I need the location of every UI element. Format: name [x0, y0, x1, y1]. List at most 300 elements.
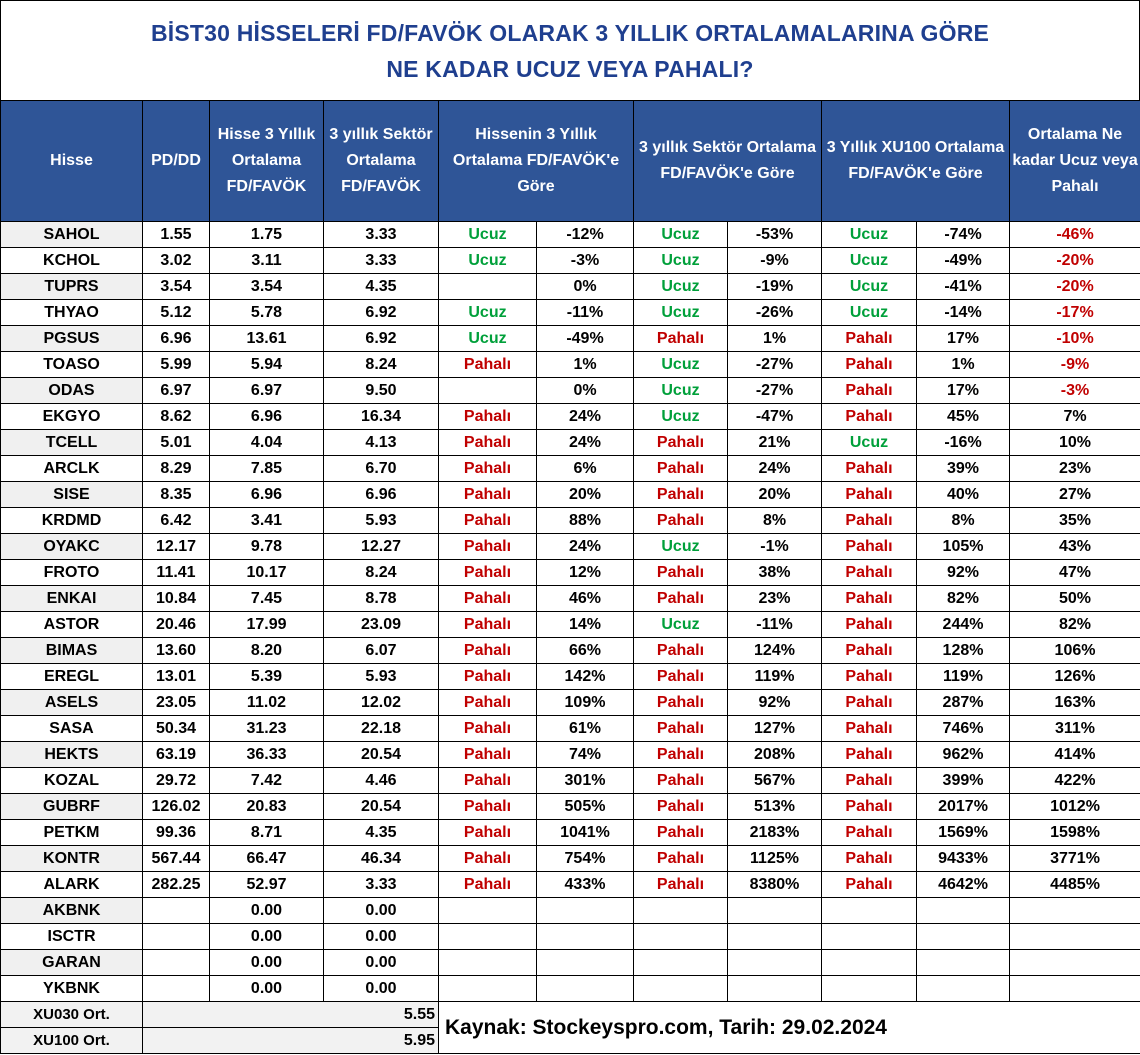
- cell-vs-xu100-label: Pahalı: [822, 482, 917, 508]
- cell-hisse-3y: 11.02: [210, 690, 324, 716]
- cell-sektor-3y: 6.96: [324, 482, 439, 508]
- cell-pddd: 13.60: [143, 638, 210, 664]
- cell-vs-sektor-pct: 8380%: [728, 872, 822, 898]
- cell-vs-hisse-pct: 109%: [537, 690, 634, 716]
- cell-hisse-3y: 7.85: [210, 456, 324, 482]
- cell-pddd: 5.99: [143, 352, 210, 378]
- cell-sektor-3y: 0.00: [324, 924, 439, 950]
- cell-hisse-3y: 31.23: [210, 716, 324, 742]
- cell-ticker: ASELS: [1, 690, 143, 716]
- cell-overall-pct: [1010, 976, 1140, 1002]
- cell-vs-hisse-label: Pahalı: [439, 560, 537, 586]
- cell-vs-sektor-pct: 20%: [728, 482, 822, 508]
- table-row: [1, 638, 1140, 664]
- cell-vs-sektor-label: Pahalı: [634, 664, 728, 690]
- cell-vs-sektor-label: [634, 898, 728, 924]
- cell-pddd: 12.17: [143, 534, 210, 560]
- cell-sektor-3y: 23.09: [324, 612, 439, 638]
- cell-ticker: PETKM: [1, 820, 143, 846]
- cell-pddd: 5.01: [143, 430, 210, 456]
- cell-sektor-3y: 3.33: [324, 872, 439, 898]
- valuation-table: [0, 100, 1140, 1054]
- cell-hisse-3y: 4.04: [210, 430, 324, 456]
- cell-overall-pct: 82%: [1010, 612, 1140, 638]
- cell-pddd: 13.01: [143, 664, 210, 690]
- cell-vs-sektor-pct: 208%: [728, 742, 822, 768]
- cell-vs-sektor-label: Pahalı: [634, 456, 728, 482]
- cell-vs-hisse-pct: 0%: [537, 378, 634, 404]
- table-row: [1, 222, 1140, 248]
- cell-ticker: GUBRF: [1, 794, 143, 820]
- cell-vs-hisse-label: Pahalı: [439, 846, 537, 872]
- cell-vs-xu100-label: Pahalı: [822, 534, 917, 560]
- cell-vs-xu100-pct: 39%: [917, 456, 1010, 482]
- table-row: [1, 846, 1140, 872]
- table-row: [1, 482, 1140, 508]
- cell-ticker: ENKAI: [1, 586, 143, 612]
- cell-overall-pct: 35%: [1010, 508, 1140, 534]
- table-row: [1, 430, 1140, 456]
- cell-vs-sektor-label: Pahalı: [634, 820, 728, 846]
- table-row: [1, 794, 1140, 820]
- cell-vs-hisse-pct: 88%: [537, 508, 634, 534]
- cell-ticker: ISCTR: [1, 924, 143, 950]
- cell-vs-hisse-pct: 0%: [537, 274, 634, 300]
- cell-sektor-3y: 6.70: [324, 456, 439, 482]
- cell-vs-sektor-label: Pahalı: [634, 586, 728, 612]
- cell-overall-pct: 311%: [1010, 716, 1140, 742]
- cell-hisse-3y: 52.97: [210, 872, 324, 898]
- cell-pddd: 8.29: [143, 456, 210, 482]
- cell-hisse-3y: 7.45: [210, 586, 324, 612]
- cell-pddd: 11.41: [143, 560, 210, 586]
- cell-vs-hisse-pct: 1041%: [537, 820, 634, 846]
- cell-vs-hisse-pct: -3%: [537, 248, 634, 274]
- cell-vs-sektor-pct: [728, 898, 822, 924]
- cell-vs-sektor-pct: -47%: [728, 404, 822, 430]
- cell-vs-sektor-pct: 567%: [728, 768, 822, 794]
- cell-overall-pct: 23%: [1010, 456, 1140, 482]
- header-overall: Ortalama Ne kadar Ucuz veya Pahalı: [1010, 101, 1140, 222]
- cell-overall-pct: -20%: [1010, 274, 1140, 300]
- xu030-value: 5.55: [143, 1002, 439, 1028]
- cell-sektor-3y: 5.93: [324, 508, 439, 534]
- cell-vs-sektor-pct: -11%: [728, 612, 822, 638]
- cell-vs-sektor-label: Pahalı: [634, 326, 728, 352]
- cell-vs-xu100-label: Pahalı: [822, 326, 917, 352]
- cell-overall-pct: 414%: [1010, 742, 1140, 768]
- cell-ticker: KCHOL: [1, 248, 143, 274]
- table-row: [1, 742, 1140, 768]
- cell-vs-hisse-label: Pahalı: [439, 352, 537, 378]
- cell-pddd: 126.02: [143, 794, 210, 820]
- cell-sektor-3y: 0.00: [324, 950, 439, 976]
- cell-hisse-3y: 0.00: [210, 950, 324, 976]
- cell-sektor-3y: 6.07: [324, 638, 439, 664]
- cell-vs-xu100-label: Pahalı: [822, 716, 917, 742]
- cell-vs-sektor-pct: 513%: [728, 794, 822, 820]
- table-row: [1, 300, 1140, 326]
- xu100-label: XU100 Ort.: [1, 1028, 143, 1054]
- cell-vs-xu100-label: Ucuz: [822, 248, 917, 274]
- cell-vs-sektor-label: Pahalı: [634, 872, 728, 898]
- header-sektor-3y: 3 yıllık Sektör Ortalama FD/FAVÖK: [324, 101, 439, 222]
- cell-vs-sektor-pct: [728, 976, 822, 1002]
- cell-overall-pct: -10%: [1010, 326, 1140, 352]
- header-hisse: Hisse: [1, 101, 143, 222]
- cell-hisse-3y: 10.17: [210, 560, 324, 586]
- cell-ticker: KONTR: [1, 846, 143, 872]
- cell-vs-sektor-label: Ucuz: [634, 612, 728, 638]
- cell-overall-pct: -9%: [1010, 352, 1140, 378]
- header-vs-sektor: 3 yıllık Sektör Ortalama FD/FAVÖK'e Göre: [634, 101, 822, 222]
- cell-vs-xu100-pct: -74%: [917, 222, 1010, 248]
- cell-vs-xu100-pct: -49%: [917, 248, 1010, 274]
- cell-overall-pct: 47%: [1010, 560, 1140, 586]
- cell-vs-xu100-label: Pahalı: [822, 404, 917, 430]
- cell-vs-hisse-label: Pahalı: [439, 716, 537, 742]
- cell-pddd: 23.05: [143, 690, 210, 716]
- cell-hisse-3y: 3.54: [210, 274, 324, 300]
- table-row: [1, 690, 1140, 716]
- cell-vs-hisse-pct: 142%: [537, 664, 634, 690]
- cell-overall-pct: -20%: [1010, 248, 1140, 274]
- cell-pddd: 8.62: [143, 404, 210, 430]
- cell-sektor-3y: 3.33: [324, 222, 439, 248]
- cell-vs-hisse-label: Pahalı: [439, 430, 537, 456]
- cell-vs-xu100-label: Ucuz: [822, 300, 917, 326]
- table-row: [1, 716, 1140, 742]
- cell-pddd: 1.55: [143, 222, 210, 248]
- cell-overall-pct: 50%: [1010, 586, 1140, 612]
- cell-vs-sektor-pct: 24%: [728, 456, 822, 482]
- cell-vs-xu100-pct: 40%: [917, 482, 1010, 508]
- cell-overall-pct: 10%: [1010, 430, 1140, 456]
- table-row: [1, 586, 1140, 612]
- cell-ticker: THYAO: [1, 300, 143, 326]
- cell-vs-xu100-label: [822, 976, 917, 1002]
- cell-sektor-3y: 6.92: [324, 300, 439, 326]
- cell-hisse-3y: 3.11: [210, 248, 324, 274]
- cell-vs-hisse-pct: 24%: [537, 430, 634, 456]
- cell-vs-xu100-label: Pahalı: [822, 794, 917, 820]
- cell-vs-sektor-label: Pahalı: [634, 638, 728, 664]
- cell-vs-hisse-pct: 66%: [537, 638, 634, 664]
- cell-vs-xu100-pct: 128%: [917, 638, 1010, 664]
- cell-vs-sektor-pct: 127%: [728, 716, 822, 742]
- table-row: [1, 560, 1140, 586]
- cell-overall-pct: 422%: [1010, 768, 1140, 794]
- cell-vs-sektor-pct: 23%: [728, 586, 822, 612]
- cell-pddd: 6.96: [143, 326, 210, 352]
- cell-vs-sektor-label: Ucuz: [634, 534, 728, 560]
- cell-vs-xu100-label: Pahalı: [822, 820, 917, 846]
- cell-overall-pct: 4485%: [1010, 872, 1140, 898]
- cell-vs-sektor-pct: 2183%: [728, 820, 822, 846]
- cell-pddd: [143, 898, 210, 924]
- cell-vs-sektor-pct: -19%: [728, 274, 822, 300]
- table-row: [1, 820, 1140, 846]
- cell-vs-hisse-label: Ucuz: [439, 248, 537, 274]
- cell-vs-sektor-label: Pahalı: [634, 690, 728, 716]
- header-row: [1, 101, 1140, 222]
- cell-hisse-3y: 20.83: [210, 794, 324, 820]
- cell-vs-sektor-pct: 92%: [728, 690, 822, 716]
- cell-overall-pct: 163%: [1010, 690, 1140, 716]
- cell-ticker: ASTOR: [1, 612, 143, 638]
- cell-ticker: TOASO: [1, 352, 143, 378]
- cell-vs-sektor-pct: -53%: [728, 222, 822, 248]
- cell-vs-xu100-label: Pahalı: [822, 612, 917, 638]
- cell-pddd: 282.25: [143, 872, 210, 898]
- cell-vs-sektor-label: Ucuz: [634, 222, 728, 248]
- cell-vs-hisse-pct: -49%: [537, 326, 634, 352]
- cell-vs-xu100-label: Pahalı: [822, 768, 917, 794]
- cell-vs-sektor-pct: 119%: [728, 664, 822, 690]
- cell-hisse-3y: 5.39: [210, 664, 324, 690]
- cell-vs-xu100-pct: 244%: [917, 612, 1010, 638]
- cell-vs-xu100-pct: 4642%: [917, 872, 1010, 898]
- cell-sektor-3y: 4.35: [324, 820, 439, 846]
- cell-vs-hisse-label: [439, 976, 537, 1002]
- cell-vs-sektor-label: [634, 950, 728, 976]
- cell-vs-hisse-label: Pahalı: [439, 742, 537, 768]
- cell-pddd: 6.42: [143, 508, 210, 534]
- title-line-2: NE KADAR UCUZ VEYA PAHALI?: [386, 55, 754, 82]
- cell-hisse-3y: 5.78: [210, 300, 324, 326]
- cell-ticker: SISE: [1, 482, 143, 508]
- cell-vs-sektor-pct: -27%: [728, 378, 822, 404]
- cell-hisse-3y: 6.97: [210, 378, 324, 404]
- cell-sektor-3y: 3.33: [324, 248, 439, 274]
- cell-overall-pct: [1010, 924, 1140, 950]
- header-vs-xu100: 3 Yıllık XU100 Ortalama FD/FAVÖK'e Göre: [822, 101, 1010, 222]
- cell-pddd: 99.36: [143, 820, 210, 846]
- cell-vs-xu100-label: [822, 898, 917, 924]
- cell-pddd: 567.44: [143, 846, 210, 872]
- cell-vs-hisse-pct: 505%: [537, 794, 634, 820]
- cell-hisse-3y: 13.61: [210, 326, 324, 352]
- cell-vs-sektor-label: Pahalı: [634, 560, 728, 586]
- cell-overall-pct: 43%: [1010, 534, 1140, 560]
- cell-vs-xu100-label: Pahalı: [822, 638, 917, 664]
- cell-ticker: SAHOL: [1, 222, 143, 248]
- cell-sektor-3y: 12.02: [324, 690, 439, 716]
- cell-sektor-3y: 9.50: [324, 378, 439, 404]
- cell-hisse-3y: 0.00: [210, 976, 324, 1002]
- cell-hisse-3y: 5.94: [210, 352, 324, 378]
- cell-pddd: 50.34: [143, 716, 210, 742]
- cell-ticker: SASA: [1, 716, 143, 742]
- cell-sektor-3y: 8.78: [324, 586, 439, 612]
- cell-vs-xu100-pct: 45%: [917, 404, 1010, 430]
- cell-vs-hisse-pct: 12%: [537, 560, 634, 586]
- cell-hisse-3y: 9.78: [210, 534, 324, 560]
- cell-vs-xu100-label: Ucuz: [822, 274, 917, 300]
- cell-vs-xu100-label: Ucuz: [822, 222, 917, 248]
- cell-vs-sektor-pct: 1125%: [728, 846, 822, 872]
- table-row: [1, 950, 1140, 976]
- source-note: Kaynak: Stockeyspro.com, Tarih: 29.02.2024: [439, 1002, 1140, 1054]
- cell-vs-sektor-label: Pahalı: [634, 742, 728, 768]
- cell-vs-sektor-pct: -27%: [728, 352, 822, 378]
- cell-vs-hisse-pct: 14%: [537, 612, 634, 638]
- cell-pddd: 5.12: [143, 300, 210, 326]
- cell-vs-xu100-pct: 105%: [917, 534, 1010, 560]
- cell-sektor-3y: 6.92: [324, 326, 439, 352]
- cell-vs-xu100-pct: [917, 976, 1010, 1002]
- cell-vs-xu100-label: Pahalı: [822, 352, 917, 378]
- cell-vs-xu100-label: [822, 924, 917, 950]
- cell-ticker: ODAS: [1, 378, 143, 404]
- cell-hisse-3y: 66.47: [210, 846, 324, 872]
- cell-vs-sektor-label: Pahalı: [634, 716, 728, 742]
- cell-vs-sektor-label: Ucuz: [634, 300, 728, 326]
- table-row: [1, 924, 1140, 950]
- cell-pddd: 29.72: [143, 768, 210, 794]
- cell-overall-pct: 1012%: [1010, 794, 1140, 820]
- cell-vs-xu100-pct: 746%: [917, 716, 1010, 742]
- cell-pddd: 8.35: [143, 482, 210, 508]
- cell-vs-xu100-pct: 962%: [917, 742, 1010, 768]
- cell-vs-hisse-label: [439, 898, 537, 924]
- cell-vs-xu100-pct: 8%: [917, 508, 1010, 534]
- cell-vs-hisse-pct: [537, 898, 634, 924]
- cell-vs-xu100-pct: [917, 898, 1010, 924]
- cell-vs-sektor-label: Pahalı: [634, 508, 728, 534]
- cell-pddd: 63.19: [143, 742, 210, 768]
- cell-vs-sektor-label: Ucuz: [634, 248, 728, 274]
- cell-ticker: YKBNK: [1, 976, 143, 1002]
- table-row: [1, 456, 1140, 482]
- cell-hisse-3y: 6.96: [210, 482, 324, 508]
- cell-ticker: EKGYO: [1, 404, 143, 430]
- cell-sektor-3y: 8.24: [324, 560, 439, 586]
- cell-sektor-3y: 12.27: [324, 534, 439, 560]
- cell-vs-xu100-pct: 92%: [917, 560, 1010, 586]
- cell-pddd: [143, 950, 210, 976]
- cell-vs-hisse-label: Pahalı: [439, 612, 537, 638]
- cell-hisse-3y: 8.71: [210, 820, 324, 846]
- table-row: [1, 274, 1140, 300]
- title-line-1: BİST30 HİSSELERİ FD/FAVÖK OLARAK 3 YILLIK ORTALAMALARINA GÖRE: [150, 19, 990, 46]
- cell-vs-xu100-pct: 2017%: [917, 794, 1010, 820]
- cell-vs-hisse-label: Pahalı: [439, 768, 537, 794]
- cell-ticker: FROTO: [1, 560, 143, 586]
- cell-pddd: 3.54: [143, 274, 210, 300]
- xu030-label: XU030 Ort.: [1, 1002, 143, 1028]
- cell-vs-sektor-pct: -1%: [728, 534, 822, 560]
- cell-ticker: GARAN: [1, 950, 143, 976]
- cell-hisse-3y: 6.96: [210, 404, 324, 430]
- cell-vs-sektor-pct: -26%: [728, 300, 822, 326]
- cell-vs-xu100-label: Pahalı: [822, 690, 917, 716]
- cell-overall-pct: -3%: [1010, 378, 1140, 404]
- cell-ticker: EREGL: [1, 664, 143, 690]
- cell-hisse-3y: 17.99: [210, 612, 324, 638]
- cell-hisse-3y: 1.75: [210, 222, 324, 248]
- cell-vs-hisse-pct: 433%: [537, 872, 634, 898]
- cell-overall-pct: [1010, 898, 1140, 924]
- cell-vs-hisse-label: [439, 378, 537, 404]
- cell-vs-hisse-pct: 24%: [537, 404, 634, 430]
- cell-sektor-3y: 20.54: [324, 794, 439, 820]
- cell-overall-pct: -17%: [1010, 300, 1140, 326]
- cell-overall-pct: 126%: [1010, 664, 1140, 690]
- cell-sektor-3y: 16.34: [324, 404, 439, 430]
- cell-vs-hisse-label: Pahalı: [439, 482, 537, 508]
- cell-vs-xu100-pct: 119%: [917, 664, 1010, 690]
- cell-vs-sektor-pct: 21%: [728, 430, 822, 456]
- cell-hisse-3y: 36.33: [210, 742, 324, 768]
- cell-vs-hisse-pct: 301%: [537, 768, 634, 794]
- cell-ticker: KOZAL: [1, 768, 143, 794]
- cell-vs-hisse-pct: [537, 924, 634, 950]
- cell-ticker: BIMAS: [1, 638, 143, 664]
- cell-vs-xu100-label: Pahalı: [822, 846, 917, 872]
- cell-vs-xu100-label: [822, 950, 917, 976]
- cell-hisse-3y: 0.00: [210, 924, 324, 950]
- cell-hisse-3y: 3.41: [210, 508, 324, 534]
- table-row: [1, 664, 1140, 690]
- cell-vs-hisse-label: [439, 274, 537, 300]
- cell-vs-sektor-label: Ucuz: [634, 404, 728, 430]
- cell-vs-xu100-pct: -16%: [917, 430, 1010, 456]
- cell-vs-sektor-label: [634, 976, 728, 1002]
- cell-sektor-3y: 20.54: [324, 742, 439, 768]
- cell-vs-sektor-pct: 38%: [728, 560, 822, 586]
- cell-vs-hisse-label: Pahalı: [439, 508, 537, 534]
- cell-hisse-3y: 7.42: [210, 768, 324, 794]
- table-row: [1, 612, 1140, 638]
- cell-ticker: HEKTS: [1, 742, 143, 768]
- cell-vs-sektor-label: Ucuz: [634, 274, 728, 300]
- cell-vs-xu100-pct: -41%: [917, 274, 1010, 300]
- cell-vs-sektor-label: Ucuz: [634, 352, 728, 378]
- table-row: [1, 508, 1140, 534]
- cell-vs-xu100-pct: 399%: [917, 768, 1010, 794]
- cell-vs-hisse-pct: 1%: [537, 352, 634, 378]
- cell-vs-xu100-pct: [917, 950, 1010, 976]
- cell-vs-sektor-label: Pahalı: [634, 846, 728, 872]
- cell-hisse-3y: 8.20: [210, 638, 324, 664]
- cell-vs-xu100-pct: [917, 924, 1010, 950]
- cell-vs-hisse-label: Pahalı: [439, 820, 537, 846]
- cell-vs-hisse-label: Pahalı: [439, 404, 537, 430]
- xu100-value: 5.95: [143, 1028, 439, 1054]
- cell-overall-pct: 106%: [1010, 638, 1140, 664]
- cell-vs-hisse-pct: 74%: [537, 742, 634, 768]
- cell-ticker: KRDMD: [1, 508, 143, 534]
- cell-vs-sektor-label: Pahalı: [634, 768, 728, 794]
- cell-overall-pct: 1598%: [1010, 820, 1140, 846]
- cell-vs-xu100-pct: 17%: [917, 378, 1010, 404]
- cell-pddd: 20.46: [143, 612, 210, 638]
- cell-hisse-3y: 0.00: [210, 898, 324, 924]
- cell-vs-xu100-pct: 82%: [917, 586, 1010, 612]
- cell-overall-pct: 27%: [1010, 482, 1140, 508]
- cell-vs-hisse-pct: [537, 976, 634, 1002]
- cell-vs-sektor-label: Ucuz: [634, 378, 728, 404]
- cell-vs-sektor-pct: [728, 950, 822, 976]
- cell-vs-hisse-label: Pahalı: [439, 872, 537, 898]
- report-title: [0, 0, 1140, 100]
- cell-overall-pct: [1010, 950, 1140, 976]
- table-row: [1, 378, 1140, 404]
- cell-vs-hisse-pct: -11%: [537, 300, 634, 326]
- cell-vs-xu100-label: Pahalı: [822, 456, 917, 482]
- cell-vs-hisse-pct: -12%: [537, 222, 634, 248]
